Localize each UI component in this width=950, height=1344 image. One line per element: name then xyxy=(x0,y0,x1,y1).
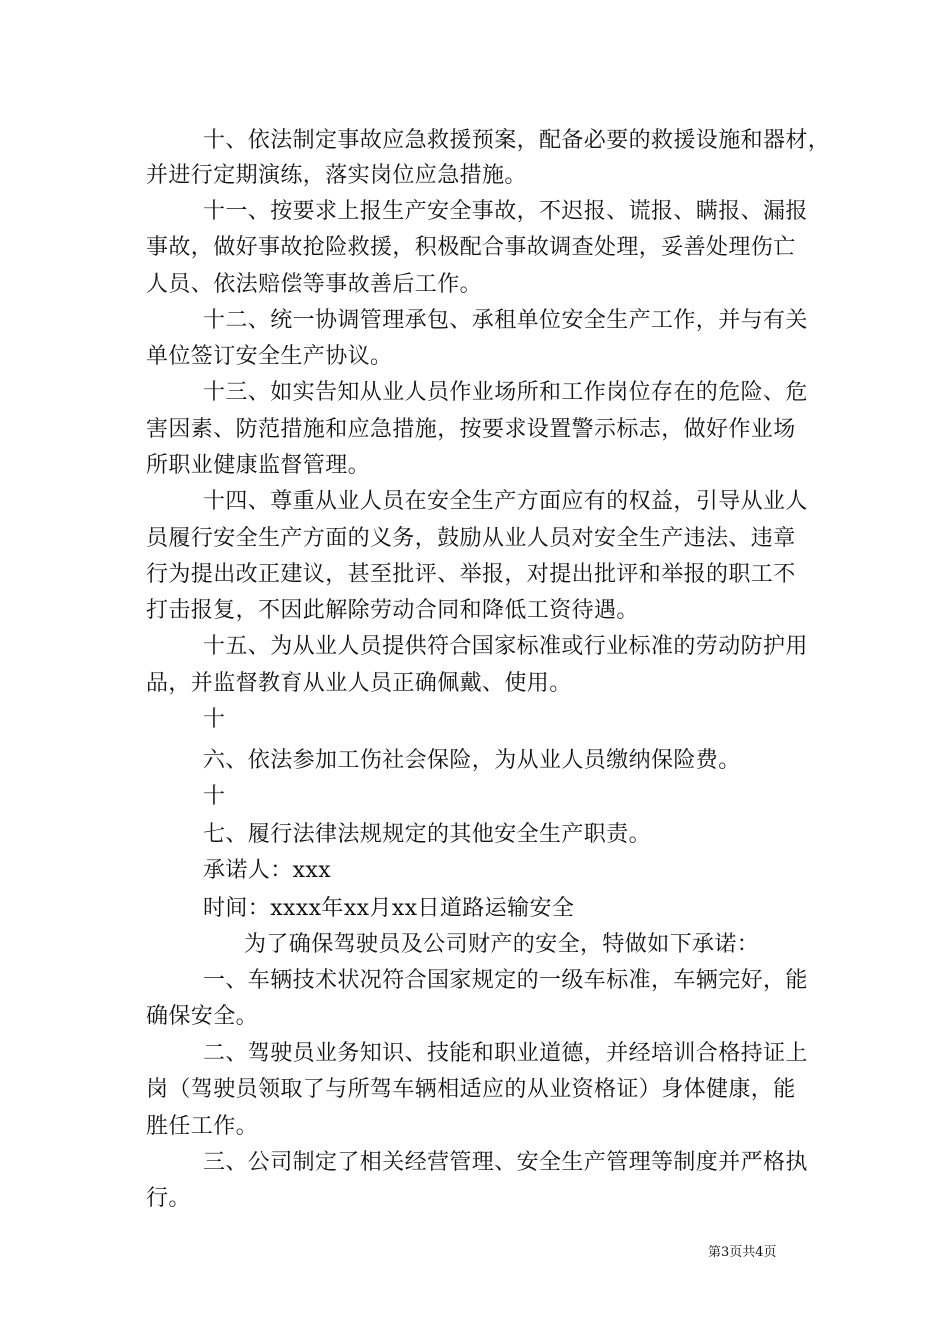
text-line: 品，并监督教育从业人员正确佩戴、使用。 xyxy=(146,671,572,696)
text-line: 二、驾驶员业务知识、技能和职业道德，并经培训合格持证上 xyxy=(203,1041,808,1066)
text-line: 员履行安全生产方面的义务，鼓励从业人员对安全生产违法、违章 xyxy=(146,526,796,551)
text-line: 十五、为从业人员提供符合国家标准或行业标准的劳动防护用 xyxy=(203,634,808,659)
text-line: 并进行定期演练，落实岗位应急措施。 xyxy=(146,163,527,188)
text-line: 所职业健康监督管理。 xyxy=(146,453,371,478)
text-line: 十四、尊重从业人员在安全生产方面应有的权益，引导从业人 xyxy=(203,489,808,514)
text-line: 为了确保驾驶员及公司财产的安全，特做如下承诺： xyxy=(244,932,760,957)
text-line: 岗（驾驶员领取了与所驾车辆相适应的从业资格证）身体健康，能 xyxy=(146,1077,796,1102)
text-line: 确保安全。 xyxy=(146,1004,259,1029)
text-line: 行为提出改正建议，甚至批评、举报，对提出批评和举报的职工不 xyxy=(146,562,796,587)
text-line: 六、依法参加工伤社会保险，为从业人员缴纳保险费。 xyxy=(203,748,741,773)
text-line: 打击报复，不因此解除劳动合同和降低工资待遇。 xyxy=(146,598,639,623)
text-line: 害因素、防范措施和应急措施，按要求设置警示标志，做好作业场 xyxy=(146,417,796,442)
text-line: 胜任工作。 xyxy=(146,1114,259,1139)
text-line: 三、公司制定了相关经营管理、安全生产管理等制度并严格执 xyxy=(203,1150,808,1175)
text-line: 七、履行法律法规规定的其他安全生产职责。 xyxy=(203,822,652,847)
text-line: 十、依法制定事故应急救援预案，配备必要的救援设施和器材， xyxy=(203,128,831,153)
text-line: 十二、统一协调管理承包、承租单位安全生产工作，并与有关 xyxy=(203,308,808,333)
text-line: 十三、如实告知从业人员作业场所和工作岗位存在的危险、危 xyxy=(203,380,808,405)
text-line: 十 xyxy=(203,707,226,732)
text-line: 十一、按要求上报生产安全事故，不迟报、谎报、瞒报、漏报 xyxy=(203,199,808,224)
text-line: 时间：xxxx年xx月xx日道路运输安全 xyxy=(203,896,575,921)
text-line: 十 xyxy=(203,784,226,809)
text-line: 人员、依法赔偿等事故善后工作。 xyxy=(146,272,483,297)
text-line: 事故，做好事故抢险救援，积极配合事故调查处理，妥善处理伤亡 xyxy=(146,235,796,260)
text-line: 一、车辆技术状况符合国家规定的一级车标准，车辆完好，能 xyxy=(203,968,808,993)
text-line: 承诺人：xxx xyxy=(203,858,332,883)
page-number: 第3页共4页 xyxy=(708,1245,777,1260)
text-line: 单位签订安全生产协议。 xyxy=(146,344,393,369)
text-line: 行。 xyxy=(146,1186,191,1211)
